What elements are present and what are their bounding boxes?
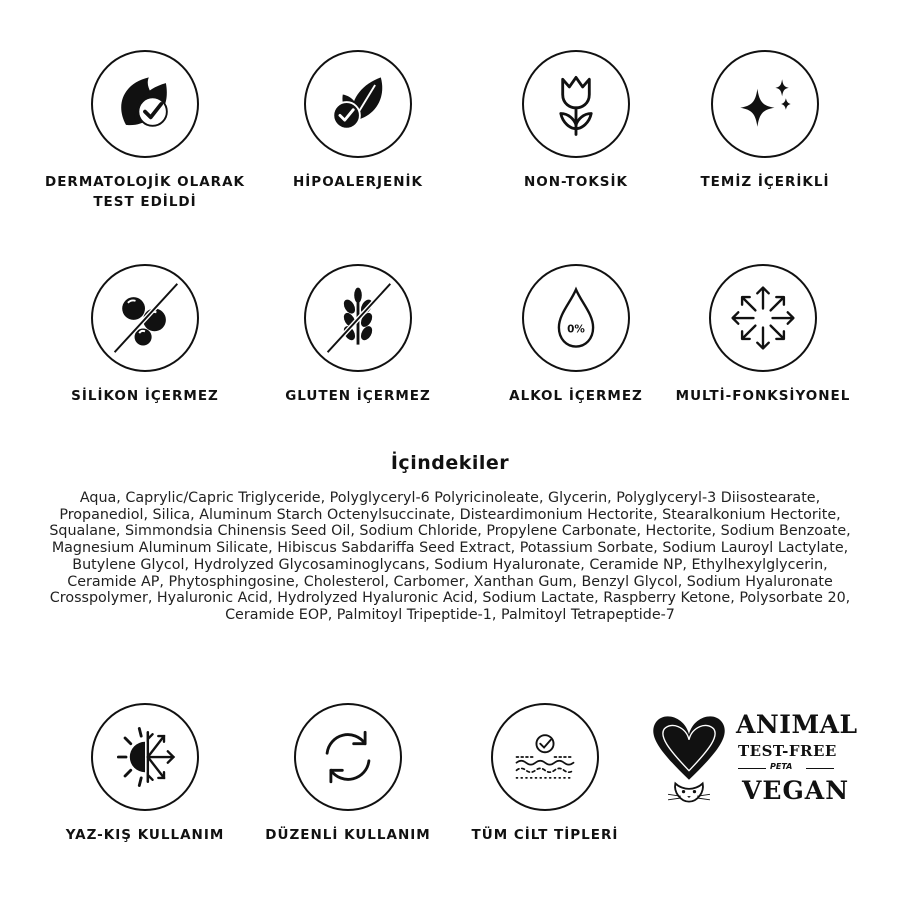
peta-bunny-heart-icon: [648, 706, 730, 808]
badge-label: YAZ-KIŞ KULLANIM: [65, 827, 225, 843]
badge-all-skin-types: [445, 703, 645, 845]
peta-animal-test-free-vegan-logo: [648, 706, 858, 816]
badge-gluten-free: [258, 264, 458, 406]
badge-label-line2: TEST EDİLDİ: [93, 194, 197, 210]
badge-hypoallergenic: [258, 50, 458, 192]
leaf-check-icon: [107, 66, 183, 142]
badge-dermatologically-tested: [30, 50, 260, 212]
skin-layers-check-icon: [507, 719, 583, 795]
badge-summer-winter: [45, 703, 245, 845]
badge-label: SİLİKON İÇERMEZ: [71, 388, 219, 404]
ingredients-text: Aqua, Caprylic/Capric Triglyceride, Polyglyceryl-6 Polyricinoleate, Glycerin, Polyglyceryl-3 Diisostearate, Propanediol, Silica, Aluminum Starch Octenylsuccinate, Disteardimonium Hectorite, Stearalkonium Hectorite, Squalane, Simmondsia Chinensis Seed Oil, Sodium Chloride, Propylene Carbonate, Hectorite, Sodium Benzoate, Magnesium Aluminum Silicate, Hibiscus Sabdariffa Seed Extract, Potassium Sorbate, Sodium Lauroyl Lactylate, Butylene Glycol, Hydrolyzed Glycosaminoglycans, Sodium Hyaluronate, Ceramide NP, Ethylhexylglycerin, Ceramide AP, Phytosphingosine, Cholesterol, Carbomer, Xanthan Gum, Benzyl Glycol, Sodium Hyaluronate Crosspolymer, Hyaluronic Acid, Hydrolyzed Hyaluronic Acid, Sodium Lactate, Raspberry Ketone, Polysorbate 20, Ceramide EOP, Palmitoyl Tripeptide-1, Palmitoyl Tetrapeptide-7: [49, 490, 851, 623]
badge-circle: [91, 264, 199, 372]
gluten-free-icon: [320, 280, 396, 356]
badge-circle: [304, 264, 412, 372]
divider: [806, 768, 834, 769]
badge-label: GLUTEN İÇERMEZ: [285, 388, 431, 404]
badge-circle: [304, 50, 412, 158]
peta-test-free-text: TEST-FREE: [738, 742, 837, 760]
sparkles-icon: [727, 66, 803, 142]
badge-circle: [522, 50, 630, 158]
badge-non-toxic: [476, 50, 676, 192]
peta-vegan-text: VEGAN: [742, 776, 850, 805]
badge-label: NON-TOKSİK: [523, 174, 629, 190]
divider: [738, 768, 766, 769]
badge-circle: [522, 264, 630, 372]
silicone-free-icon: [107, 280, 183, 356]
refresh-cycle-icon: [310, 719, 386, 795]
badge-regular-use: [248, 703, 448, 845]
badge-circle: [709, 264, 817, 372]
badge-multifunctional: [663, 264, 863, 406]
drop-percent-text: 0%: [567, 323, 585, 336]
badge-label: HİPOALERJENİK: [292, 174, 424, 190]
leaves-check-icon: [320, 66, 396, 142]
badge-label: MULTİ-FONKSİYONEL: [675, 388, 851, 404]
badge-label: TÜM CİLT TİPLERİ: [471, 827, 619, 843]
badge-label-line1: DERMATOLOJİK OLARAK: [45, 174, 245, 190]
badge-circle: [491, 703, 599, 811]
sun-snowflake-icon: [107, 719, 183, 795]
badge-circle: [91, 50, 199, 158]
badge-label: DÜZENLİ KULLANIM: [265, 827, 431, 843]
alcohol-free-drop-icon: [538, 280, 614, 356]
badge-circle: [294, 703, 402, 811]
badge-alcohol-free: [476, 264, 676, 406]
badge-label: ALKOL İÇERMEZ: [509, 388, 643, 404]
peta-animal-text: ANIMAL: [736, 710, 858, 739]
badge-silicone-free: [45, 264, 245, 406]
badge-label: TEMİZ İÇERİKLİ: [700, 174, 830, 190]
peta-brand-text: PETA: [770, 762, 793, 771]
badge-clean-ingredients: [665, 50, 865, 192]
badge-circle: [711, 50, 819, 158]
tulip-icon: [538, 66, 614, 142]
badge-circle: [91, 703, 199, 811]
badge-label: [30, 172, 260, 212]
multi-arrows-icon: [725, 280, 801, 356]
ingredients-title: İçindekiler: [390, 452, 510, 474]
